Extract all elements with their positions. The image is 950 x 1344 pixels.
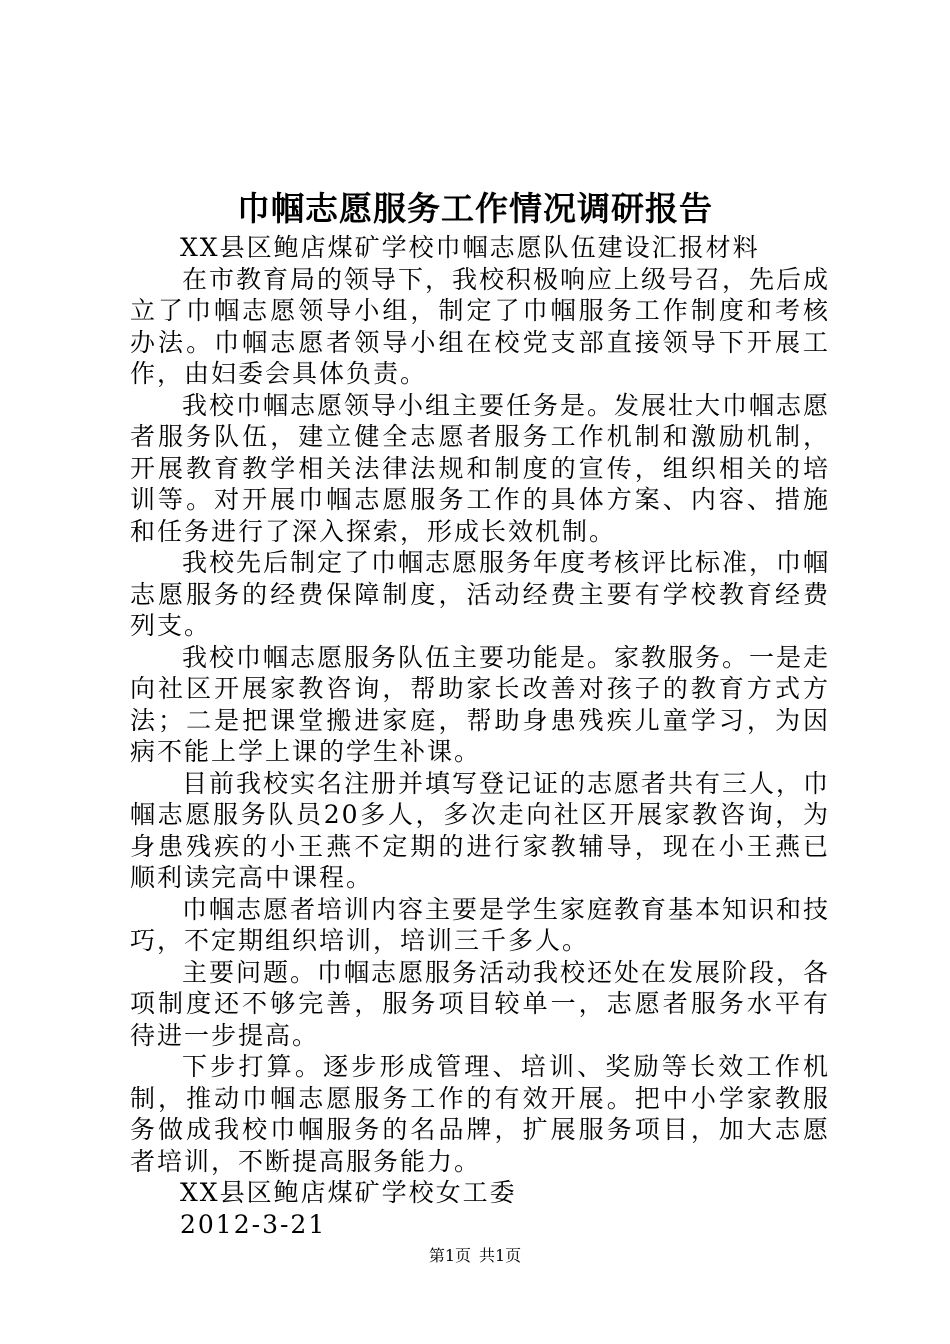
page-footer (0, 1244, 950, 1268)
paragraph-8: 下步打算。逐步形成管理、培训、奖励等长效工作机制，推动巾帼志愿服务工作的有效开展。把中小学家教服务做成我校巾帼服务的名品牌，扩展服务项目，加大志愿者培训，不断提高服务能力。 (130, 1052, 830, 1176)
paragraph-1: 在市教育局的领导下，我校积极响应上级号召，先后成立了巾帼志愿领导小组，制定了巾帼服务工作制度和考核办法。巾帼志愿者领导小组在校党支部直接领导下开展工作，由妇委会具体负责。 (130, 264, 831, 388)
page-total: 共1页 (479, 1246, 522, 1265)
document-subtitle: XX县区鲍店煤矿学校巾帼志愿队伍建设汇报材料 (180, 233, 760, 262)
paragraph-2: 我校巾帼志愿领导小组主要任务是。发展壮大巾帼志愿者服务队伍，建立健全志愿者服务工作机制和激励机制，开展教育教学相关法律法规和制度的宣传，组织相关的培训等。对开展巾帼志愿服务工作的具体方案、内容、措施和任务进行了深入探索，形成长效机制。 (130, 390, 831, 546)
paragraph-7: 主要问题。巾帼志愿服务活动我校还处在发展阶段，各项制度还不够完善，服务项目较单一，志愿者服务水平有待进一步提高。 (130, 957, 831, 1050)
paragraph-6: 巾帼志愿者培训内容主要是学生家庭教育基本知识和技巧，不定期组织培训，培训三千多人。 (130, 894, 831, 955)
document-date: 2012-3-21 (180, 1209, 327, 1239)
document-body (130, 232, 830, 1240)
page-number: 第1页 (428, 1246, 471, 1265)
paragraph-5: 目前我校实名注册并填写登记证的志愿者共有三人，巾帼志愿服务队员20多人，多次走向社区开展家教咨询，为身患残疾的小王燕不定期的进行家教辅导，现在小王燕已顺利读完高中课程。 (130, 768, 831, 892)
paragraph-4: 我校巾帼志愿服务队伍主要功能是。家教服务。一是走向社区开展家教咨询，帮助家长改善对孩子的教育方式方法；二是把课堂搬进家庭，帮助身患残疾儿童学习，为因病不能上学上课的学生补课。 (130, 642, 831, 766)
paragraph-3: 我校先后制定了巾帼志愿服务年度考核评比标准，巾帼志愿服务的经费保障制度，活动经费主要有学校教育经费列支。 (130, 548, 831, 640)
signature: XX县区鲍店煤矿学校女工委 (180, 1178, 517, 1207)
document-title: 巾帼志愿服务工作情况调研报告 (237, 189, 713, 228)
